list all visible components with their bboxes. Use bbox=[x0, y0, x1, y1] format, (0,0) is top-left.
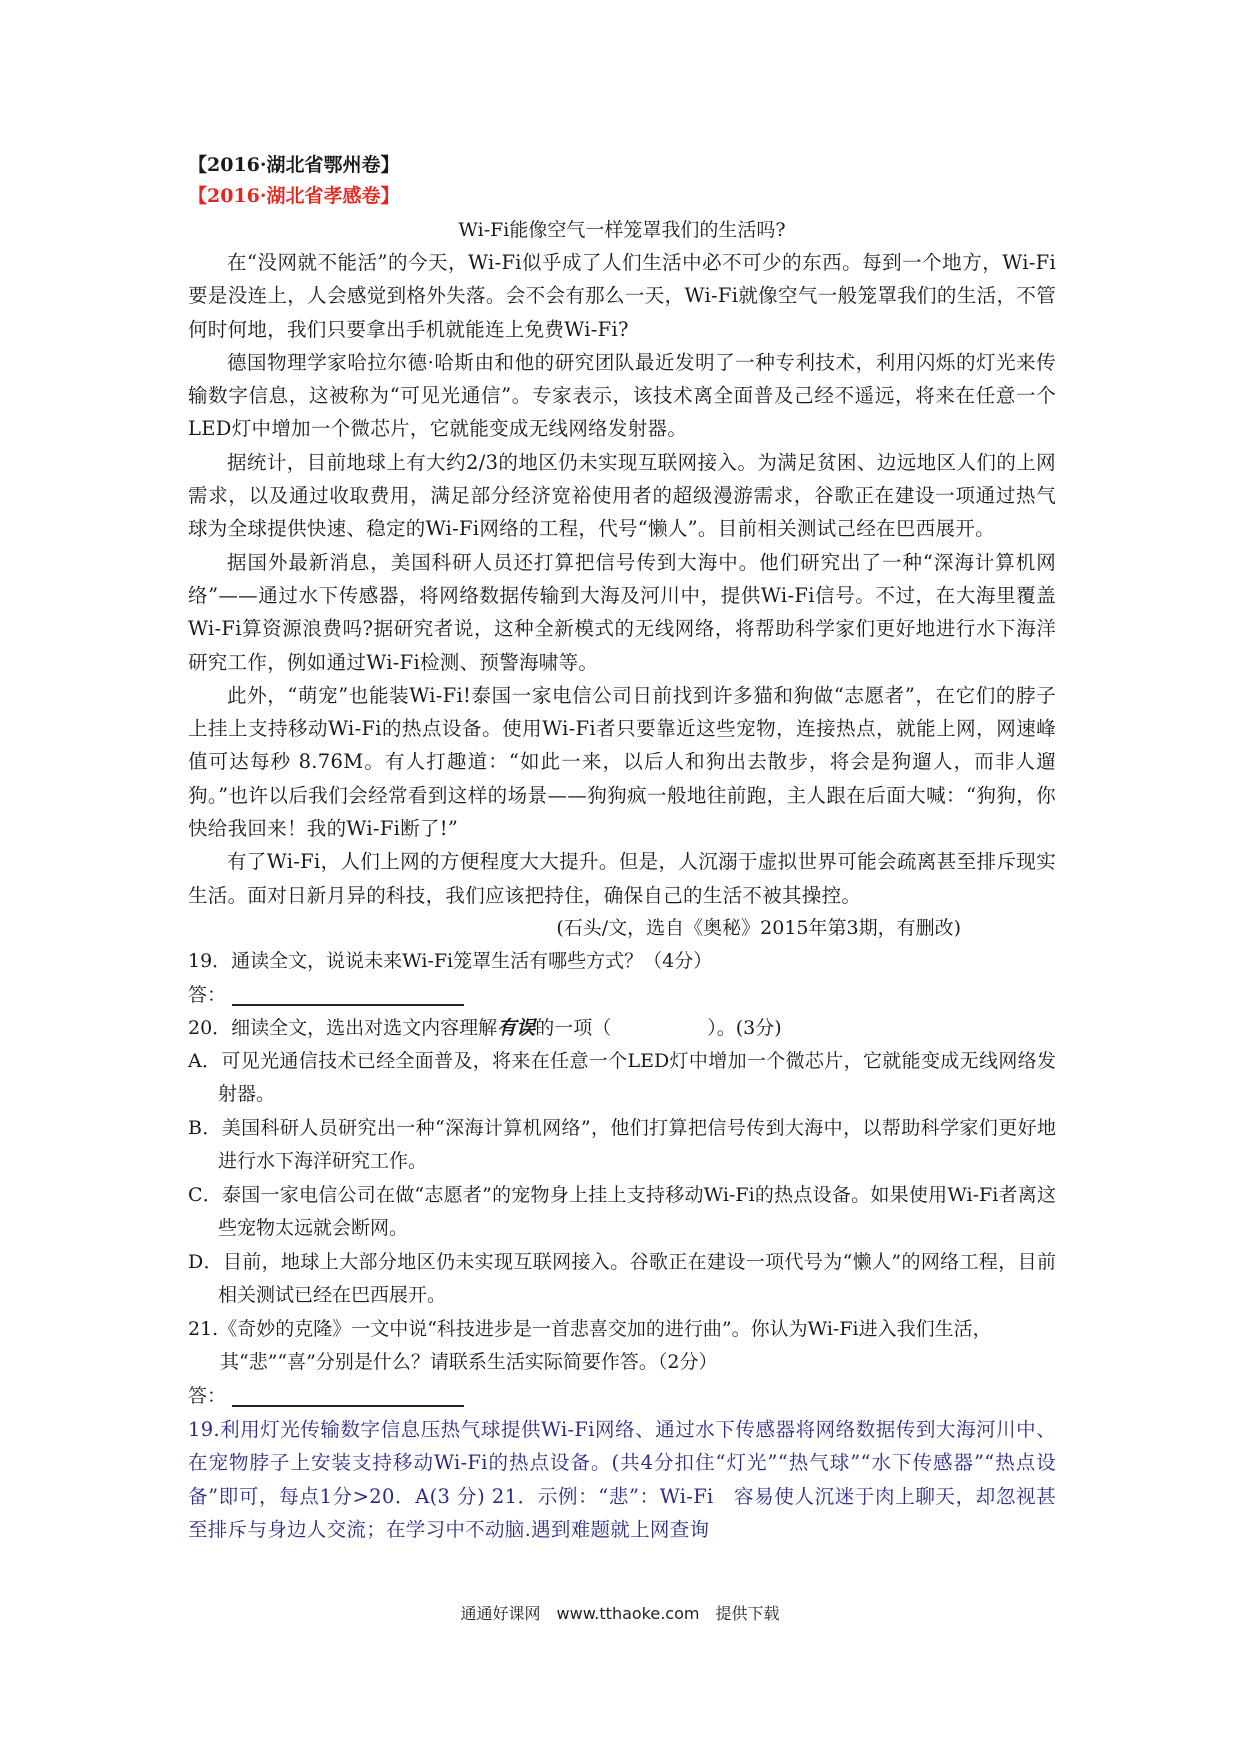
option-a: A．可见光通信技术已经全面普及，将来在任意一个LED灯中增加一个微芯片，它就能变成无线网络发射器。 bbox=[188, 1049, 1056, 1106]
question-20 bbox=[188, 1012, 1056, 1045]
article-paragraph: 此外，“萌宠”也能装Wi-Fi!泰国一家电信公司日前找到许多猫和狗做“志愿者”，在它们的脖子上挂上支持移动Wi-Fi的热点设备。使用Wi-Fi者只要靠近这些宠物，连接热点，就能上网，网速峰值可达每秒 8.76M。有人打趣道：“如此一来，以后人和狗出去散步，将会是狗遛人，而非人遛狗。”也许以后我们会经常看到这样的场景——狗狗疯一般地往前跑，主人跟在后面大喊：“狗狗，你快给我回来！我的Wi-Fi断了!” bbox=[188, 683, 1056, 841]
answer-19 bbox=[188, 978, 1056, 1012]
source-header-xiaogan: 【2016·湖北省孝感卷】 bbox=[188, 185, 400, 207]
page-footer: 通通好课网 www.tthaoke.com 提供下载 bbox=[460, 1604, 780, 1623]
option-d: D．目前，地球上大部分地区仍未实现互联网接入。谷歌正在建设一项代号为“懒人”的网络工程，目前相关测试已经在巴西展开。 bbox=[188, 1250, 1056, 1307]
article-title: Wi-Fi能像空气一样笼罩我们的生活吗? bbox=[458, 219, 786, 241]
option-c: C．泰国一家电信公司在做“志愿者”的宠物身上挂上支持移动Wi-Fi的热点设备。如果使用Wi-Fi者离这些宠物太远就会断网。 bbox=[188, 1183, 1056, 1240]
article-paragraph: 据统计，目前地球上有大约2/3的地区仍未实现互联网接入。为满足贫困、边远地区人们的上网需求，以及通过收取费用，满足部分经济宽裕使用者的超级漫游需求，谷歌正在建设一项通过热气球为全球提供快速、稳定的Wi-Fi网络的工程，代号“懒人”。目前相关测试己经在巴西展开。 bbox=[188, 450, 1056, 541]
question-21: 21.《奇妙的克隆》一文中说“科技进步是一首悲喜交加的进行曲”。你认为Wi-Fi进入我们生活，其“悲”“喜”分别是什么？请联系生活实际简要作答。（2分） bbox=[188, 1317, 992, 1373]
answer-blank-line[interactable] bbox=[232, 984, 464, 1006]
article-paragraph: 德国物理学家哈拉尔德·哈斯由和他的研究团队最近发明了一种专利技术，利用闪烁的灯光来传输数字信息，这被称为“可见光通信”。专家表示，该技术离全面普及己经不遥远，将来在任意一个LED灯中增加一个微芯片，它就能变成无线网络发射器。 bbox=[188, 350, 1056, 441]
question-20-text-post: 的一项（ bbox=[535, 1016, 612, 1039]
article-paragraph: 据国外最新消息，美国科研人员还打算把信号传到大海中。他们研究出了一种“深海计算机网络”——通过水下传感器，将网络数据传输到大海及河川中，提供Wi-Fi信号。不过，在大海里覆盖Wi-Fi算资源浪费吗?据研究者说，这种全新模式的无线网络，将帮助科学家们更好地进行水下海洋研究工作，例如通过Wi-Fi检测、预警海啸等。 bbox=[188, 550, 1056, 674]
answer-blank-line[interactable] bbox=[232, 1385, 464, 1407]
article-paragraph: 在“没网就不能活”的今天，Wi-Fi似乎成了人们生活中必不可少的东西。每到一个地方，Wi-Fi要是没连上，人会感觉到格外失落。会不会有那么一天，Wi-Fi就像空气一般笼罩我们的生活，不管何时何地，我们只要拿出手机就能连上免费Wi-Fi? bbox=[188, 251, 1056, 341]
article-paragraph: 有了Wi-Fi，人们上网的方便程度大大提升。但是，人沉溺于虚拟世界可能会疏离甚至排斥现实生活。面对日新月异的科技，我们应该把持住，确保自己的生活不被其操控。 bbox=[188, 850, 1056, 907]
article-source: (石头/文，选自《奥秘》2015年第3期，有删改) bbox=[556, 916, 961, 939]
question-20-emphasis: 有误 bbox=[497, 1016, 536, 1039]
document-content bbox=[188, 150, 1056, 1547]
question-20-text: 20．细读全文，选出对选文内容理解 bbox=[188, 1016, 498, 1039]
answer-label: 答： bbox=[188, 983, 227, 1006]
answer-key: 19.利用灯光传输数字信息压热气球提供Wi-Fi网络、通过水下传感器将网络数据传到大海河川中、在宠物脖子上安装支持移动Wi-Fi的热点设备。(共4分扣住“灯光”“热气球”“水下传感器”“热点设备”即可，每点1分>20．A(3 分) 21．示例：“悲”：Wi-Fi 容易使人沉迷于肉上聊天，却忽视甚至排斥与身边人交流；在学习中不动脑.遇到难题就上网查询 bbox=[188, 1417, 1056, 1542]
question-20-end: ）。(3分) bbox=[707, 1016, 782, 1039]
question-19: 19．通读全文，说说未来Wi-Fi笼罩生活有哪些方式？（4分） bbox=[188, 949, 713, 972]
option-b: B．美国科研人员研究出一种“深海计算机网络”，他们打算把信号传到大海中，以帮助科学家们更好地进行水下海洋研究工作。 bbox=[188, 1116, 1056, 1173]
answer-21 bbox=[188, 1379, 1056, 1413]
source-header-ezhou: 【2016·湖北省鄂州卷】 bbox=[188, 154, 400, 176]
answer-label: 答： bbox=[188, 1384, 227, 1407]
